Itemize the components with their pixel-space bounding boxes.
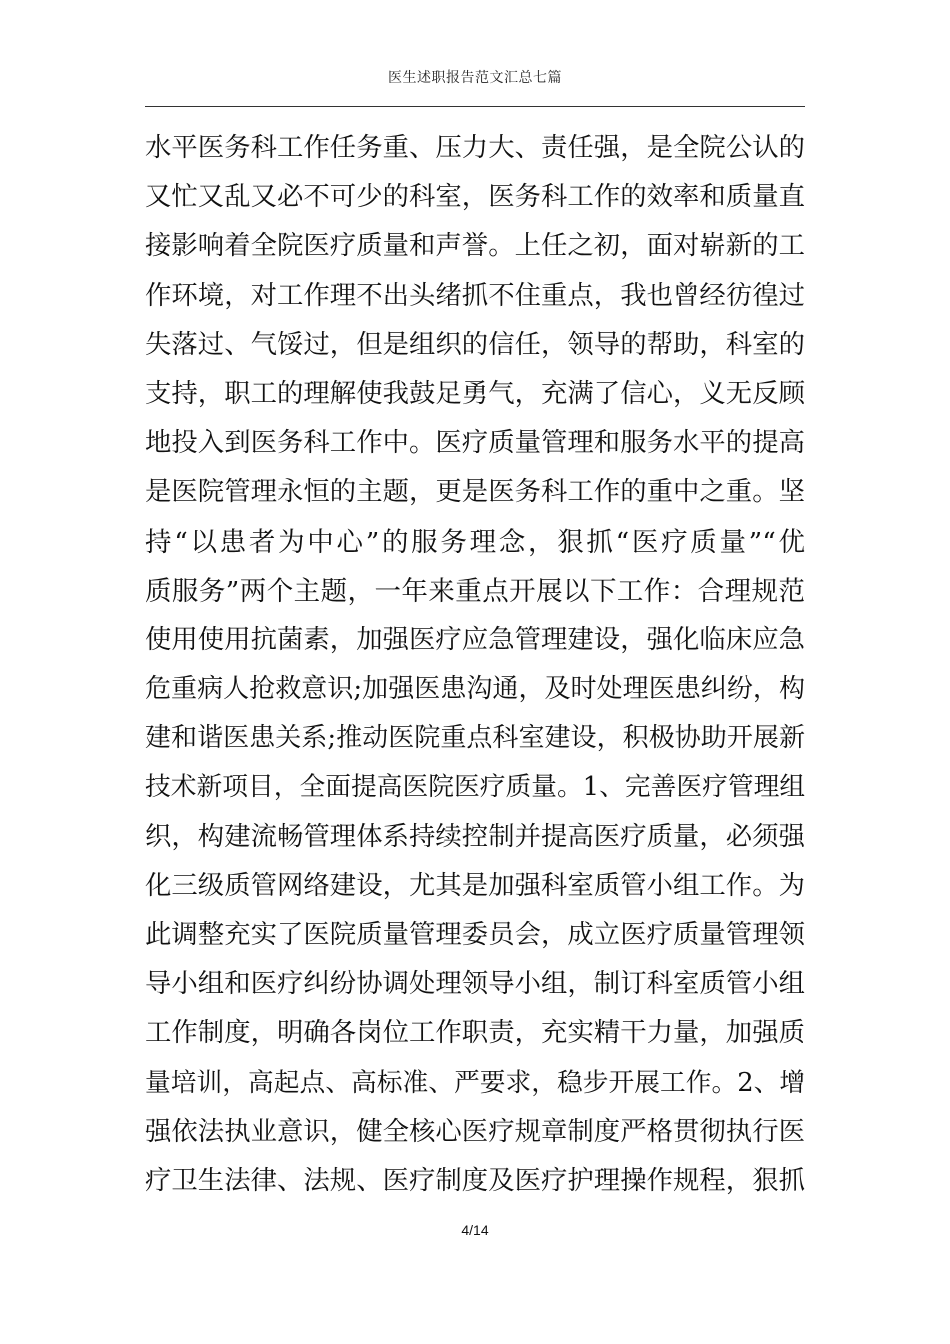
body-line: 失落过、气馁过，但是组织的信任，领导的帮助，科室的	[145, 329, 805, 360]
body-line: 此调整充实了医院质量管理委员会，成立医疗质量管理领	[145, 920, 805, 950]
body-line: 量培训，高起点、高标准、严要求，稳步开展工作。2、增	[145, 1067, 806, 1098]
body-line: 建和谐医患关系;推动医院重点科室建设，积极协助开展新	[145, 723, 805, 754]
body-line: 接影响着全院医疗质量和声誉。上任之初，面对崭新的工	[145, 231, 805, 262]
body-line: 织，构建流畅管理体系持续控制并提高医疗质量，必须强	[145, 821, 805, 852]
body-line: 使用使用抗菌素，加强医疗应急管理建设，强化临床应急	[145, 624, 805, 655]
body-line: 危重病人抢救意识;加强医患沟通，及时处理医患纠纷，构	[145, 674, 805, 705]
body-line: 作环境，对工作理不出头绪抓不住重点，我也曾经彷徨过	[145, 280, 805, 311]
body-line: 疗卫生法律、法规、医疗制度及医疗护理操作规程，狠抓	[145, 1165, 805, 1196]
body-line: 质服务”两个主题，一年来重点开展以下工作：合理规范	[145, 575, 805, 607]
body-line: 水平医务科工作任务重、压力大、责任强，是全院公认的	[145, 133, 805, 163]
running-header: 医生述职报告范文汇总七篇	[388, 70, 562, 86]
body-line: 又忙又乱又必不可少的科室，医务科工作的效率和质量直	[145, 182, 805, 213]
body-line: 地投入到医务科工作中。医疗质量管理和服务水平的提高	[145, 428, 805, 459]
body-text	[145, 124, 805, 1206]
header-divider	[145, 106, 805, 107]
body-line: 工作制度，明确各岗位工作职责，充实精干力量，加强质	[145, 1018, 805, 1049]
body-line: 导小组和医疗纠纷协调处理领导小组，制订科室质管小组	[145, 969, 805, 1000]
body-line: 化三级质管网络建设，尤其是加强科室质管小组工作。为	[145, 870, 805, 901]
body-line: 支持，职工的理解使我鼓足勇气，充满了信心，义无反顾	[145, 378, 805, 409]
body-line: 技术新项目，全面提高医院医疗质量。1、完善医疗管理组	[145, 772, 806, 803]
page-number: 4/14	[461, 1222, 489, 1238]
body-line: 是医院管理永恒的主题，更是医务科工作的重中之重。坚	[145, 477, 805, 508]
body-line: 强依法执业意识，健全核心医疗规章制度严格贯彻执行医	[145, 1116, 805, 1147]
body-line: 持“以患者为中心”的服务理念，狠抓“医疗质量”“优	[145, 526, 805, 558]
